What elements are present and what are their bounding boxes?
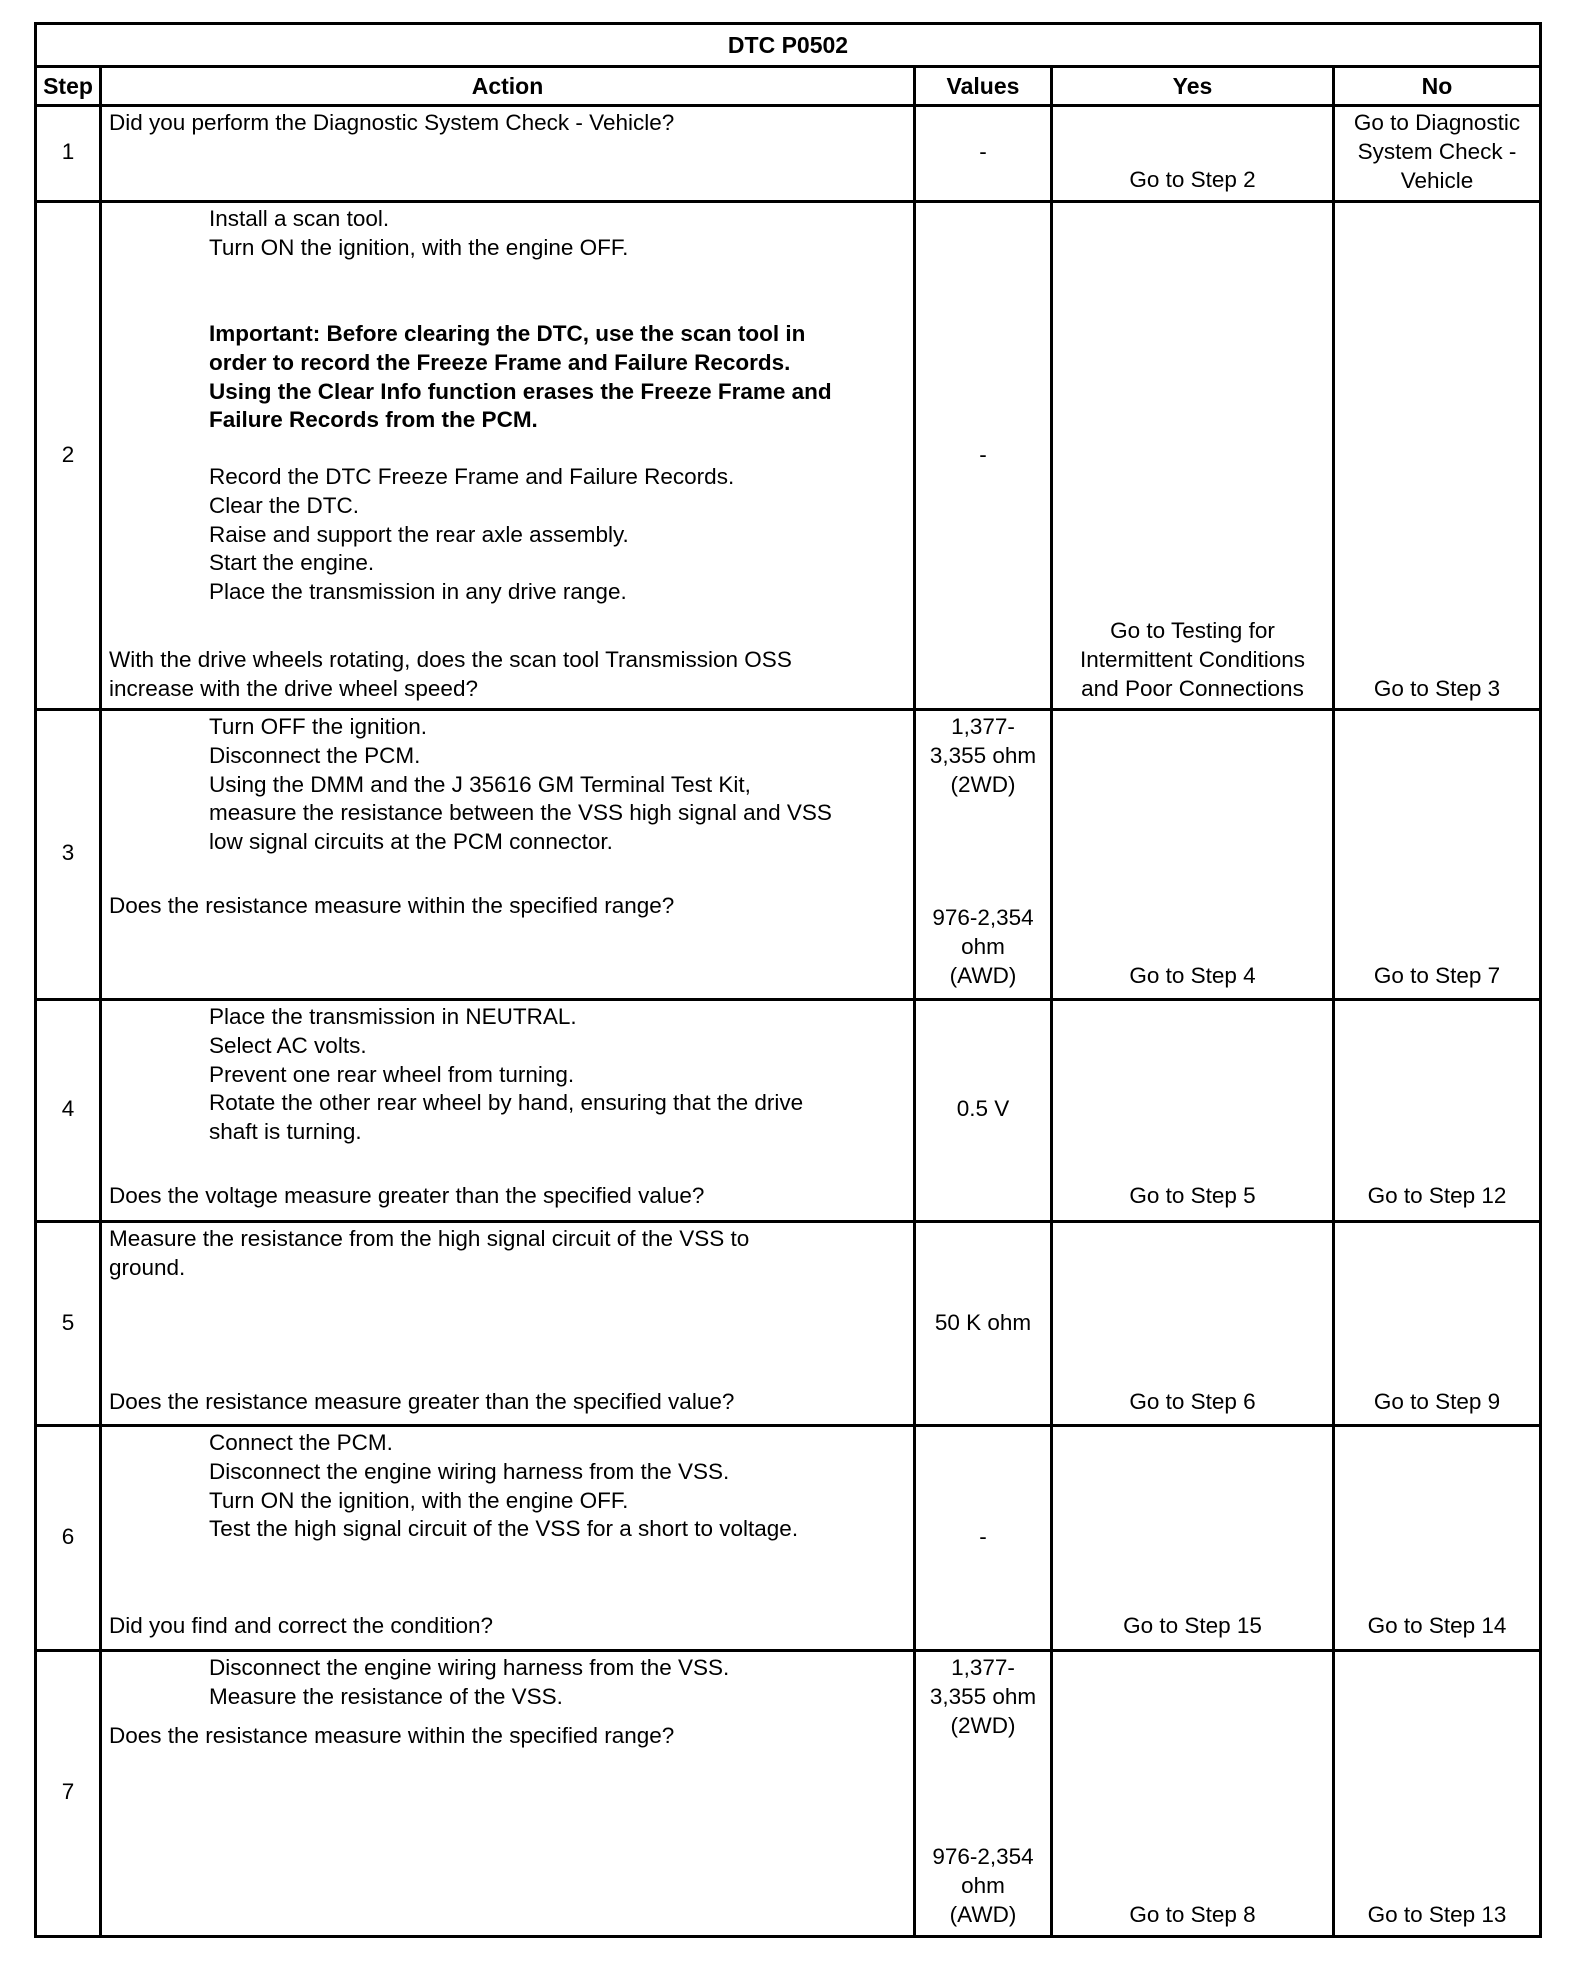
value-cell: 50 K ohm <box>934 1310 1032 1335</box>
action-question: Did you perform the Diagnostic System Check - Vehicle? <box>109 110 675 135</box>
action-question: Does the resistance measure greater than the specified value? <box>109 1389 735 1414</box>
header-values: Values <box>946 73 1020 99</box>
step-number: 5 <box>61 1310 75 1335</box>
table-title: DTC P0502 <box>37 25 1539 68</box>
action-line: Using the DMM and the J 35616 GM Terminal Test Kit, <box>209 771 751 797</box>
value-line: ohm <box>961 933 1005 959</box>
action-line: Place the transmission in any drive range. <box>209 579 627 605</box>
value-line: 3,355 ohm <box>929 1683 1037 1709</box>
value-cell: 0.5 V <box>956 1096 1010 1121</box>
diagnostic-table <box>34 22 1542 1938</box>
yes-cell: Go to Step 2 <box>1129 167 1256 192</box>
action-line: Raise and support the rear axle assembly. <box>209 521 629 547</box>
yes-cell: Go to Step 6 <box>1129 1389 1256 1414</box>
value-line: 3,355 ohm <box>929 742 1037 768</box>
action-line: Start the engine. <box>209 550 375 576</box>
value-line: 976-2,354 <box>932 1844 1034 1869</box>
value-line: 1,377- <box>951 714 1015 739</box>
action-question <box>109 646 909 704</box>
step-number: 7 <box>61 1779 75 1804</box>
value-cell-2wd <box>916 1654 1050 1740</box>
value-cell-awd <box>916 904 1050 990</box>
action-line: Test the high signal circuit of the VSS for a short to voltage. <box>209 1516 799 1542</box>
value-cell-2wd <box>916 713 1050 799</box>
action-steps <box>109 1225 909 1283</box>
value-cell: - <box>979 442 987 467</box>
action-question: Did you find and correct the condition? <box>109 1613 493 1638</box>
yes-cell: Go to Step 15 <box>1123 1613 1262 1638</box>
no-cell: Go to Step 13 <box>1367 1902 1507 1927</box>
action-line: Disconnect the engine wiring harness from the VSS. <box>209 1458 730 1484</box>
value-line: (2WD) <box>950 1712 1016 1738</box>
action-line: measure the resistance between the VSS high signal and VSS <box>209 800 832 826</box>
action-question: Does the resistance measure within the specified range? <box>109 1723 675 1748</box>
action-line: Turn ON the ignition, with the engine OFF. <box>209 1487 629 1513</box>
action-line: Connect the PCM. <box>209 1430 393 1455</box>
table-row <box>37 1223 1539 1427</box>
header-step: Step <box>43 73 93 99</box>
no-line: Go to Diagnostic <box>1353 110 1521 135</box>
table-row <box>37 203 1539 711</box>
header-yes: Yes <box>1172 73 1213 99</box>
action-steps <box>209 1429 909 1544</box>
action-line: Turn ON the ignition, with the engine OFF. <box>209 234 629 260</box>
important-line: Failure Records from the PCM. <box>209 407 538 433</box>
yes-line: Intermittent Conditions <box>1079 646 1306 672</box>
yes-cell: Go to Step 4 <box>1129 963 1256 988</box>
action-question: Does the voltage measure greater than the specified value? <box>109 1183 705 1208</box>
table-row <box>37 1001 1539 1223</box>
step-number: 4 <box>61 1096 75 1121</box>
no-cell: Go to Step 12 <box>1367 1183 1507 1208</box>
important-line: Using the Clear Info function erases the Freeze Frame and <box>209 378 832 404</box>
value-cell-awd <box>916 1843 1050 1929</box>
no-cell: Go to Step 7 <box>1373 963 1501 988</box>
action-line: Select AC volts. <box>209 1032 367 1058</box>
value-line: (AWD) <box>949 962 1017 988</box>
action-line: Record the DTC Freeze Frame and Failure Records. <box>209 464 735 489</box>
action-steps <box>209 713 909 857</box>
no-line: Vehicle <box>1400 167 1474 193</box>
value-line: 1,377- <box>951 1655 1015 1680</box>
question-line: increase with the drive wheel speed? <box>109 675 478 701</box>
header-row <box>37 68 1539 107</box>
step-number: 1 <box>61 139 75 164</box>
no-cell <box>1335 109 1539 195</box>
value-line: ohm <box>961 1872 1005 1898</box>
step-number: 2 <box>61 442 75 467</box>
table-row <box>37 1427 1539 1652</box>
table-row <box>37 1652 1539 1935</box>
yes-line: and Poor Connections <box>1081 675 1304 701</box>
action-line: Disconnect the engine wiring harness from the VSS. <box>209 1655 730 1680</box>
question-line: With the drive wheels rotating, does the scan tool Transmission OSS <box>109 647 792 672</box>
step-number: 3 <box>61 840 75 865</box>
action-line: Clear the DTC. <box>209 492 360 518</box>
no-cell: Go to Step 9 <box>1373 1389 1501 1414</box>
action-line: Measure the resistance from the high signal circuit of the VSS to <box>109 1226 750 1251</box>
table-row <box>37 711 1539 1001</box>
action-line: Install a scan tool. <box>209 206 390 231</box>
action-line: Place the transmission in NEUTRAL. <box>209 1004 577 1029</box>
header-no: No <box>1421 73 1453 99</box>
action-line: Rotate the other rear wheel by hand, ensuring that the drive <box>209 1090 804 1116</box>
step-number: 6 <box>61 1524 75 1549</box>
action-line: Turn OFF the ignition. <box>209 714 428 739</box>
action-line: low signal circuits at the PCM connector. <box>209 829 613 855</box>
action-question: Does the resistance measure within the specified range? <box>109 893 675 918</box>
important-line: Important: Before clearing the DTC, use the scan tool in <box>209 321 806 346</box>
value-line: (AWD) <box>949 1901 1017 1927</box>
no-cell: Go to Step 3 <box>1373 676 1501 701</box>
action-line: Disconnect the PCM. <box>209 742 421 768</box>
yes-cell: Go to Step 5 <box>1129 1183 1256 1208</box>
yes-cell <box>1053 617 1332 703</box>
action-line: shaft is turning. <box>209 1119 362 1145</box>
important-note <box>209 320 909 435</box>
important-line: order to record the Freeze Frame and Failure Records. <box>209 349 791 375</box>
yes-cell: Go to Step 8 <box>1129 1902 1256 1927</box>
action-steps <box>209 1654 909 1712</box>
action-steps <box>209 463 909 607</box>
action-steps <box>209 1003 909 1147</box>
action-steps <box>209 205 909 263</box>
value-cell: - <box>979 1524 987 1549</box>
value-line: 976-2,354 <box>932 905 1034 930</box>
value-line: (2WD) <box>950 771 1016 797</box>
no-line: System Check - <box>1357 138 1517 164</box>
action-line: Prevent one rear wheel from turning. <box>209 1061 575 1087</box>
action-line: ground. <box>109 1254 186 1280</box>
table-row <box>37 107 1539 203</box>
no-cell: Go to Step 14 <box>1367 1613 1507 1638</box>
yes-line: Go to Testing for <box>1110 618 1275 643</box>
value-cell: - <box>979 139 987 164</box>
header-action: Action <box>471 73 544 99</box>
action-line: Measure the resistance of the VSS. <box>209 1683 563 1709</box>
